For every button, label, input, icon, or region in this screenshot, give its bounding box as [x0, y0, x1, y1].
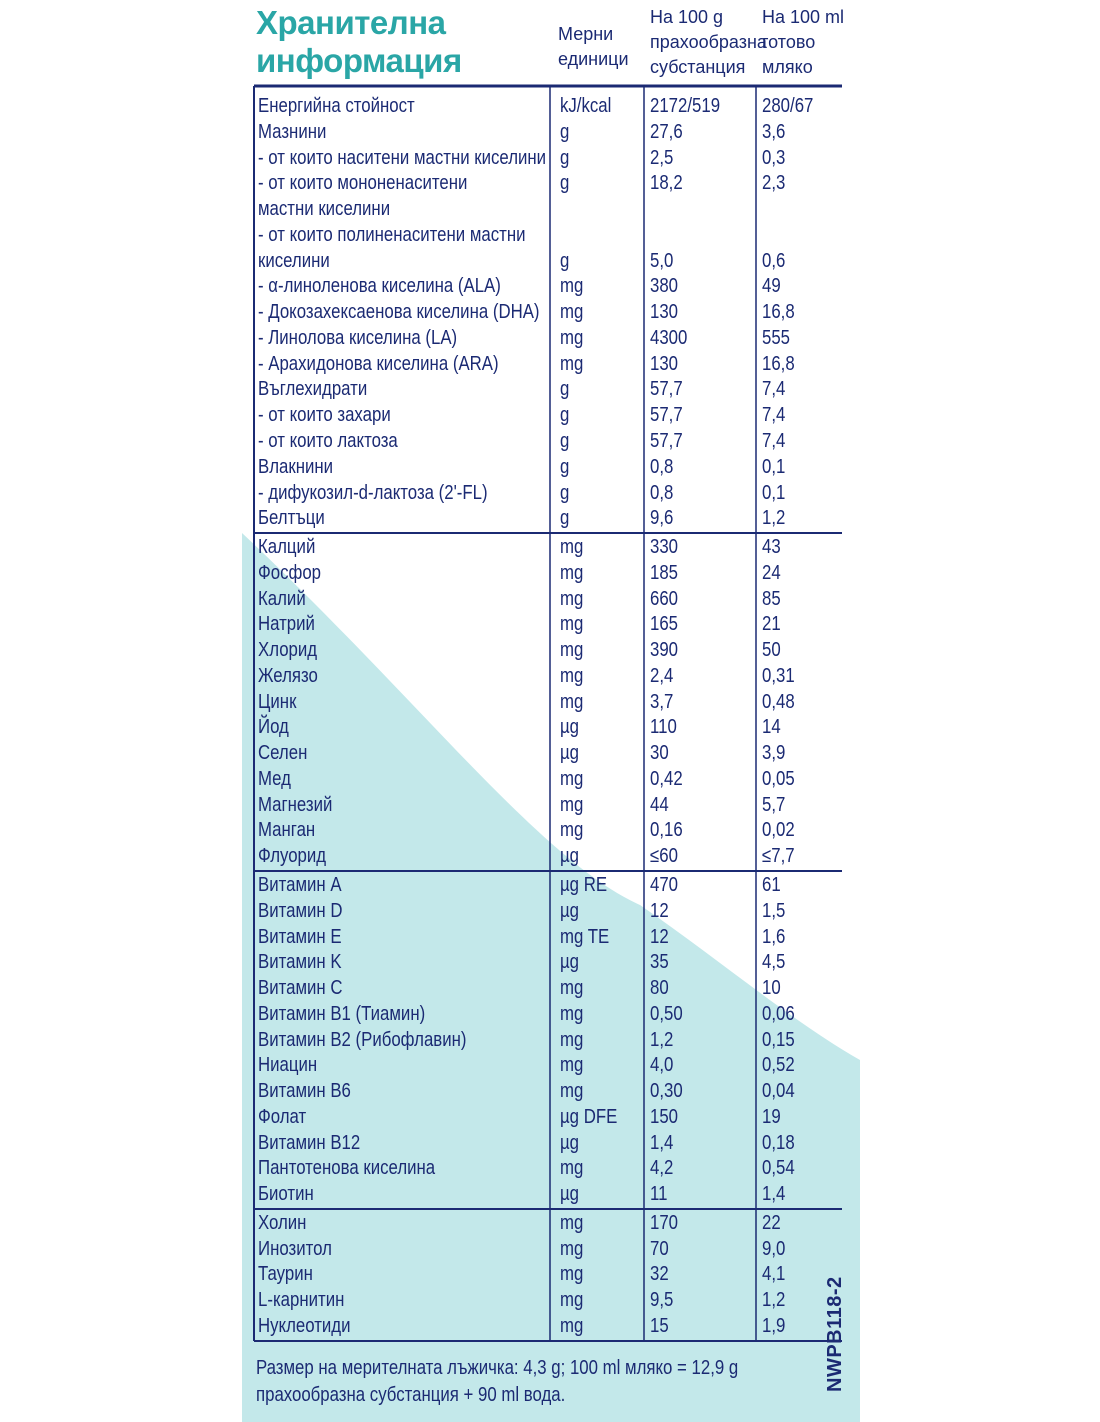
header-100g-line: На 100 g — [650, 7, 724, 27]
value-per-100ml: 0,52 — [762, 1054, 795, 1077]
value-per-100ml: 280/67 — [762, 95, 814, 117]
value-per-100ml: 49 — [762, 275, 781, 298]
value-per-100ml: 3,6 — [762, 120, 786, 143]
nutrient-name: Желязо — [258, 664, 318, 687]
value-per-100g: 9,5 — [650, 1289, 674, 1312]
nutrient-unit: mg — [560, 326, 584, 349]
nutrient-name: Фосфор — [258, 561, 322, 584]
nutrient-name: - α-линоленова киселина (ALA) — [258, 275, 501, 298]
nutrient-name: Витамин E — [258, 925, 342, 948]
nutrient-row — [256, 818, 846, 844]
nutrient-unit: mg — [560, 690, 584, 713]
nutrient-row — [256, 767, 846, 793]
nutrient-name: - дифукозил-d-лактоза (2'-FL) — [258, 481, 488, 504]
nutrient-unit: mg — [560, 1157, 584, 1180]
value-per-100ml: ≤7,7 — [762, 845, 795, 868]
nutrient-name: Витамин D — [258, 899, 343, 922]
value-per-100g: 0,16 — [650, 819, 683, 842]
value-per-100g: 0,8 — [650, 481, 674, 504]
value-per-100ml: 0,02 — [762, 819, 795, 842]
nutrient-row — [256, 377, 846, 403]
nutrient-name: Мед — [258, 767, 291, 790]
header-per-100g — [650, 5, 767, 80]
nutrition-section — [256, 1211, 846, 1340]
scoop-note-line-2: прахообразна субстанция + 90 ml вода. — [256, 1384, 566, 1406]
nutrient-name: Натрий — [258, 613, 315, 636]
value-per-100g: 4,0 — [650, 1054, 674, 1077]
nutrient-row — [256, 1288, 846, 1314]
value-per-100g: 660 — [650, 587, 679, 610]
value-per-100g: 2,5 — [650, 146, 674, 169]
nutrient-unit: µg — [560, 716, 580, 739]
nutrient-name: Йод — [258, 716, 289, 739]
nutrient-unit: mg — [560, 1315, 584, 1338]
nutrient-name: Енергийна стойност — [258, 95, 415, 117]
header-100ml-line: готово — [762, 32, 816, 52]
nutrient-unit: mg — [560, 767, 584, 790]
nutrient-row — [256, 715, 846, 741]
nutrient-row — [256, 925, 846, 951]
header-100g-line: субстанция — [650, 57, 746, 77]
value-per-100g: 390 — [650, 639, 679, 662]
value-per-100g: 2172/519 — [650, 95, 721, 117]
nutrient-row — [256, 1105, 846, 1131]
nutrient-unit: µg RE — [560, 874, 608, 896]
header-100ml-line: На 100 ml — [762, 7, 845, 27]
value-per-100g: 150 — [650, 1105, 679, 1128]
value-per-100ml: 1,2 — [762, 1289, 786, 1312]
nutrient-name — [258, 171, 535, 223]
nutrient-row — [256, 146, 846, 172]
nutrient-unit: g — [560, 120, 570, 143]
nutrient-name: Цинк — [258, 690, 297, 713]
title-line-2: информация — [256, 42, 462, 79]
value-per-100ml: 9,0 — [762, 1237, 786, 1260]
nutrient-row — [256, 1211, 846, 1237]
value-per-100g: 57,7 — [650, 378, 683, 401]
nutrient-row — [256, 326, 846, 352]
nutrient-unit: mg — [560, 1263, 584, 1286]
nutrient-row — [256, 844, 846, 870]
nutrient-row — [256, 274, 846, 300]
value-per-100ml: 50 — [762, 639, 781, 662]
nutrient-name: Магнезий — [258, 793, 333, 816]
value-per-100ml: 85 — [762, 587, 781, 610]
nutrient-unit: mg — [560, 664, 584, 687]
value-per-100g: 2,4 — [650, 664, 674, 687]
value-per-100g: 70 — [650, 1237, 669, 1260]
value-per-100ml: 7,4 — [762, 429, 786, 452]
nutrient-row — [256, 1131, 846, 1157]
value-per-100g: 110 — [650, 716, 677, 739]
nutrient-unit: mg TE — [560, 925, 610, 948]
nutrient-row — [256, 455, 846, 481]
nutrient-name: Фолат — [258, 1105, 307, 1128]
nutrient-name: Хлорид — [258, 639, 318, 662]
value-per-100ml: 0,15 — [762, 1028, 795, 1051]
nutrient-name: - от които захари — [258, 404, 391, 427]
nutrient-name: - Докозахексаенова киселина (DHA) — [258, 301, 540, 324]
nutrition-section — [256, 873, 846, 1208]
header-units — [558, 22, 629, 72]
value-per-100ml: 1,6 — [762, 925, 786, 948]
nutrient-unit: g — [560, 378, 570, 401]
nutrient-unit: mg — [560, 793, 584, 816]
value-per-100g: 1,2 — [650, 1028, 674, 1051]
nutrient-row — [256, 429, 846, 455]
nutrient-name: - от които наситени мастни киселини — [258, 146, 547, 169]
nutrient-unit: µg — [560, 1131, 580, 1154]
nutrient-unit: g — [560, 249, 570, 272]
nutrient-name: Влакнини — [258, 455, 334, 478]
nutrient-unit: mg — [560, 1054, 584, 1077]
nutrient-name: Въглехидрати — [258, 378, 368, 401]
value-per-100ml: 21 — [762, 613, 781, 636]
nutrient-unit: g — [560, 404, 570, 427]
product-code: NWPB118-2 — [824, 1276, 846, 1392]
nutrient-unit: µg — [560, 845, 580, 868]
nutrient-row — [256, 535, 846, 561]
value-per-100ml: 7,4 — [762, 404, 786, 427]
value-per-100ml: 3,9 — [762, 742, 786, 765]
value-per-100g: 0,30 — [650, 1080, 683, 1103]
nutrient-row — [256, 1156, 846, 1182]
nutrient-row — [256, 1079, 846, 1105]
value-per-100g: 1,4 — [650, 1131, 674, 1154]
value-per-100ml: 0,18 — [762, 1131, 795, 1154]
value-per-100ml: 1,9 — [762, 1315, 786, 1338]
value-per-100ml: 0,48 — [762, 690, 795, 713]
nutrient-row — [256, 1053, 846, 1079]
value-per-100g: 57,7 — [650, 404, 683, 427]
value-per-100ml: 2,3 — [762, 172, 786, 195]
value-per-100ml: 0,05 — [762, 767, 795, 790]
nutrient-row — [256, 976, 846, 1002]
value-per-100g: 27,6 — [650, 120, 683, 143]
header-100g-line: прахообразна — [650, 32, 767, 52]
nutrient-name: Нуклеотиди — [258, 1315, 351, 1338]
nutrient-row — [256, 352, 846, 378]
nutrient-name: Белтъци — [258, 507, 325, 530]
value-per-100ml: 0,1 — [762, 455, 786, 478]
value-per-100g: 32 — [650, 1263, 669, 1286]
value-per-100g: 130 — [650, 352, 679, 375]
header-per-100ml — [762, 5, 844, 80]
value-per-100ml: 5,7 — [762, 793, 786, 816]
nutrient-name: Витамин K — [258, 951, 342, 974]
value-per-100ml: 16,8 — [762, 301, 795, 324]
nutrient-row — [256, 506, 846, 532]
value-per-100g: 30 — [650, 742, 669, 765]
nutrient-unit: g — [560, 429, 570, 452]
value-per-100g: 44 — [650, 793, 669, 816]
nutrient-row — [256, 120, 846, 146]
nutrient-unit: µg — [560, 899, 580, 922]
value-per-100g: 18,2 — [650, 172, 683, 195]
value-per-100g: 0,42 — [650, 767, 683, 790]
nutrient-row — [256, 950, 846, 976]
nutrient-name: Мазнини — [258, 120, 327, 143]
nutrient-unit: mg — [560, 301, 584, 324]
value-per-100g: 15 — [650, 1315, 669, 1338]
value-per-100g: 380 — [650, 275, 679, 298]
nutrient-name: Биотин — [258, 1183, 314, 1206]
value-per-100ml: 4,5 — [762, 951, 786, 974]
nutrition-section — [256, 94, 846, 532]
nutrient-unit: mg — [560, 536, 584, 559]
value-per-100ml: 0,6 — [762, 249, 786, 272]
nutrient-name: Таурин — [258, 1263, 313, 1286]
nutrient-name: - Арахидонова киселина (ARA) — [258, 352, 499, 375]
value-per-100g: 9,6 — [650, 507, 674, 530]
nutrient-unit: mg — [560, 352, 584, 375]
value-per-100ml: 4,1 — [762, 1263, 786, 1286]
value-per-100ml: 10 — [762, 977, 781, 1000]
nutrient-name: Витамин B1 (Тиамин) — [258, 1002, 426, 1025]
value-per-100ml: 61 — [762, 874, 781, 896]
nutrient-row — [256, 94, 846, 120]
nutrition-table — [256, 94, 846, 1340]
nutrient-name: Холин — [258, 1211, 307, 1234]
value-per-100ml: 0,3 — [762, 146, 786, 169]
nutrient-name-line: мастни киселини — [258, 198, 391, 221]
nutrient-unit: mg — [560, 1289, 584, 1312]
value-per-100g: 470 — [650, 874, 679, 896]
nutrient-unit: mg — [560, 561, 584, 584]
value-per-100ml: 43 — [762, 536, 781, 559]
value-per-100ml: 0,54 — [762, 1157, 795, 1180]
value-per-100ml: 22 — [762, 1211, 781, 1234]
value-per-100g: 12 — [650, 925, 669, 948]
value-per-100ml: 14 — [762, 716, 781, 739]
nutrient-unit: g — [560, 481, 570, 504]
value-per-100g: 35 — [650, 951, 669, 974]
nutrient-row — [256, 587, 846, 613]
value-per-100g: 185 — [650, 561, 679, 584]
value-per-100g: 12 — [650, 899, 669, 922]
nutrient-unit: mg — [560, 977, 584, 1000]
nutrient-row — [256, 638, 846, 664]
nutrient-row — [256, 664, 846, 690]
nutrient-name: Манган — [258, 819, 316, 842]
nutrient-name: L-карнитин — [258, 1289, 345, 1312]
value-per-100g: 11 — [650, 1183, 668, 1206]
header-units-line: Мерни — [558, 24, 614, 44]
nutrient-row — [256, 1028, 846, 1054]
nutrient-name: - от които полиненаситени мастни киселини — [258, 223, 526, 272]
nutrition-section — [256, 535, 846, 870]
value-per-100ml: 0,06 — [762, 1002, 795, 1025]
value-per-100g: 330 — [650, 536, 679, 559]
nutrient-name: Флуорид — [258, 845, 327, 868]
nutrient-unit: mg — [560, 1080, 584, 1103]
nutrient-name: - от които лактоза — [258, 429, 398, 452]
value-per-100g: 0,50 — [650, 1002, 683, 1025]
nutrient-unit: µg DFE — [560, 1105, 618, 1128]
nutrient-name: Витамин B6 — [258, 1080, 351, 1103]
value-per-100ml: 0,1 — [762, 481, 786, 504]
nutrient-name: Витамин A — [258, 874, 342, 896]
value-per-100ml: 0,31 — [762, 664, 795, 687]
nutrient-name-line: - от които мононенаситени — [258, 172, 468, 195]
nutrient-row — [256, 223, 846, 275]
nutrient-row — [256, 171, 846, 223]
nutrient-name: Витамин B2 (Рибофлавин) — [258, 1028, 467, 1051]
nutrient-row — [256, 873, 846, 899]
nutrient-unit: g — [560, 507, 570, 530]
value-per-100g: 0,8 — [650, 455, 674, 478]
nutrient-unit: kJ/kcal — [560, 95, 612, 117]
nutrient-unit: g — [560, 455, 570, 478]
value-per-100ml: 7,4 — [762, 378, 786, 401]
value-per-100ml: 1,4 — [762, 1183, 786, 1206]
nutrient-name: Пантотенова киселина — [258, 1157, 436, 1180]
value-per-100g: 4,2 — [650, 1157, 674, 1180]
value-per-100ml: 1,2 — [762, 507, 786, 530]
value-per-100g: 80 — [650, 977, 669, 1000]
nutrient-name: Инозитол — [258, 1237, 332, 1260]
nutrient-row — [256, 561, 846, 587]
header-100ml-line: мляко — [762, 57, 813, 77]
nutrient-unit: mg — [560, 587, 584, 610]
nutrient-unit: µg — [560, 742, 580, 765]
nutrient-row — [256, 481, 846, 507]
nutrient-row — [256, 1002, 846, 1028]
value-per-100g: 3,7 — [650, 690, 674, 713]
nutrient-unit: mg — [560, 1002, 584, 1025]
nutrient-name: - Линолова киселина (LA) — [258, 326, 458, 349]
nutrient-row — [256, 899, 846, 925]
value-per-100g: ≤60 — [650, 845, 678, 868]
value-per-100g: 130 — [650, 301, 679, 324]
value-per-100ml: 24 — [762, 561, 781, 584]
nutrient-row — [256, 1182, 846, 1208]
nutrient-unit: mg — [560, 1237, 584, 1260]
scoop-note-line-1: Размер на мерителната лъжичка: 4,3 g; 100 ml мляко = 12,9 g — [256, 1357, 739, 1379]
nutrient-row — [256, 1262, 846, 1288]
nutrition-title — [256, 4, 462, 80]
nutrient-unit: mg — [560, 275, 584, 298]
value-per-100ml: 19 — [762, 1105, 781, 1128]
nutrient-unit: mg — [560, 639, 584, 662]
nutrient-row — [256, 612, 846, 638]
nutrient-row — [256, 690, 846, 716]
nutrient-name: Витамин B12 — [258, 1131, 361, 1154]
nutrient-row — [256, 403, 846, 429]
nutrient-unit: mg — [560, 1211, 584, 1234]
nutrient-row — [256, 741, 846, 767]
value-per-100ml: 0,04 — [762, 1080, 795, 1103]
header-units-line: единици — [558, 49, 629, 69]
title-line-1: Хранителна — [256, 4, 446, 41]
value-per-100g: 5,0 — [650, 249, 674, 272]
nutrient-row — [256, 1237, 846, 1263]
nutrient-name: Калий — [258, 587, 306, 610]
nutrient-row — [256, 1314, 846, 1340]
value-per-100ml: 1,5 — [762, 899, 786, 922]
scoop-note — [256, 1355, 844, 1409]
nutrient-unit: mg — [560, 613, 584, 636]
value-per-100g: 165 — [650, 613, 679, 636]
nutrient-unit: g — [560, 146, 570, 169]
nutrient-unit: mg — [560, 819, 584, 842]
nutrient-row — [256, 300, 846, 326]
nutrient-name: Калций — [258, 536, 316, 559]
value-per-100ml: 16,8 — [762, 352, 795, 375]
nutrient-unit: mg — [560, 1028, 584, 1051]
nutrient-row — [256, 793, 846, 819]
value-per-100g: 4300 — [650, 326, 688, 349]
value-per-100g: 170 — [650, 1211, 679, 1234]
nutrient-unit: g — [560, 172, 570, 195]
value-per-100ml: 555 — [762, 326, 791, 349]
nutrient-unit: µg — [560, 951, 580, 974]
nutrient-name: Витамин C — [258, 977, 343, 1000]
nutrient-unit: µg — [560, 1183, 580, 1206]
nutrient-name: Селен — [258, 742, 308, 765]
nutrient-name: Ниацин — [258, 1054, 318, 1077]
value-per-100g: 57,7 — [650, 429, 683, 452]
